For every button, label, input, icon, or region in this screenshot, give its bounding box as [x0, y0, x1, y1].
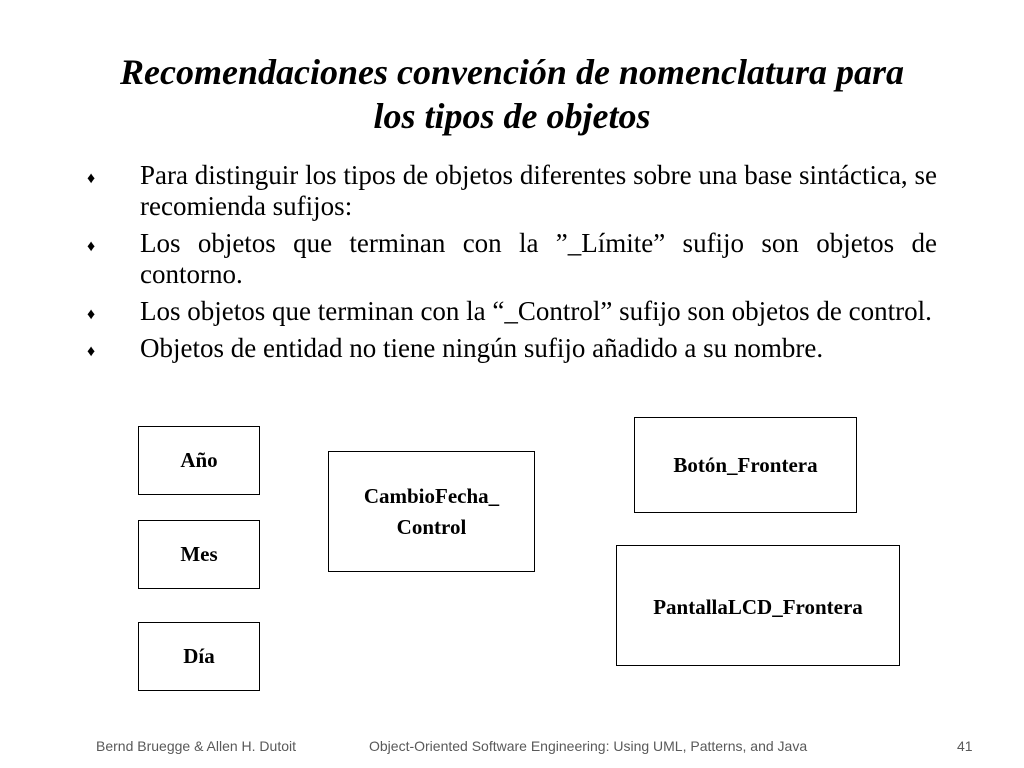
bullet-list	[85, 160, 937, 370]
object-box-ano	[138, 426, 260, 495]
bullet-item	[85, 228, 937, 290]
object-label-cambiofecha: CambioFecha_	[363, 483, 500, 508]
object-label-ano: Año	[180, 448, 218, 472]
footer-page-number: 41	[957, 738, 973, 754]
slide-title-line-1: Recomendaciones convención de nomenclatura para	[120, 52, 904, 92]
bullet-text: Para distinguir los tipos de objetos diferentes sobre una base sintáctica, se recomienda sufijos:	[140, 160, 937, 221]
object-box-mes	[138, 520, 260, 589]
slide-title	[40, 50, 984, 138]
diamond-bullet-icon: ♦	[87, 170, 96, 187]
diamond-bullet-icon: ♦	[87, 306, 96, 323]
bullet-text: Los objetos que terminan con la “_Control” sufijo son objetos de control.	[140, 296, 932, 326]
slide-title-line-2: los tipos de objetos	[373, 96, 651, 136]
diamond-bullet-icon: ♦	[87, 238, 96, 255]
object-label-boton-frontera: Botón_Frontera	[673, 452, 818, 477]
footer-book-title: Object-Oriented Software Engineering: Using UML, Patterns, and Java	[369, 738, 808, 754]
bullet-text: Objetos de entidad no tiene ningún sufijo añadido a su nombre.	[140, 333, 824, 363]
bullet-text: Los objetos que terminan con la ”_Límite” sufijo son objetos de contorno.	[140, 228, 937, 289]
object-box-dia	[138, 622, 260, 691]
bullet-item	[85, 296, 937, 327]
object-box-boton-frontera	[634, 417, 857, 513]
diamond-bullet-icon: ♦	[87, 343, 96, 360]
object-label-control: Control	[396, 514, 467, 539]
object-label-pantallalcd-frontera: PantallaLCD_Frontera	[653, 595, 863, 619]
bullet-item	[85, 333, 937, 364]
object-box-pantallalcd-frontera	[616, 545, 900, 666]
object-label-dia: Día	[183, 644, 215, 668]
bullet-item	[85, 160, 937, 222]
object-box-cambiofecha-control	[328, 451, 535, 572]
footer-authors: Bernd Bruegge & Allen H. Dutoit	[96, 738, 297, 754]
object-label-mes: Mes	[180, 542, 218, 566]
